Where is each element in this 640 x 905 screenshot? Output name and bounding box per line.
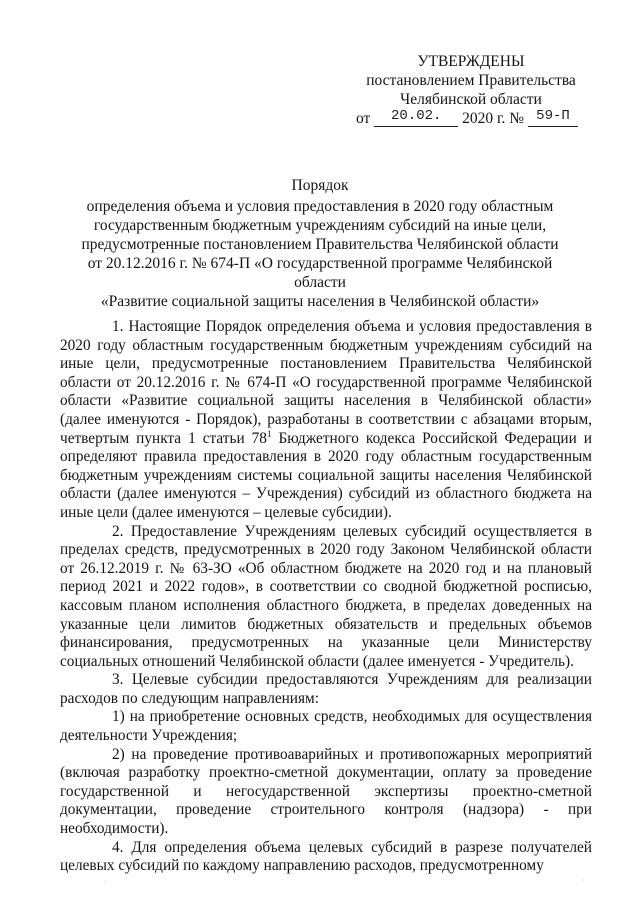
approval-date-handwritten: 20.02. (390, 108, 442, 124)
scan-speck: · (104, 878, 107, 887)
paragraph-3: 3. Целевые субсидии предоставляются Учреждениям для реализации расходов по следующим направлениям: (60, 671, 592, 707)
paragraph-1 (60, 318, 592, 523)
approval-line-2: Челябинской области (400, 91, 542, 108)
approval-stamp (356, 52, 586, 128)
paragraph-1-part-b: Бюджетного кодекса Российской Федерации и определяют правила предоставления в 2020 году областным государственным бюджетным учреждениям системы социальной защиты населения Челябинской области (далее именуются – Учреждения) субсидий из областного бюджета на иные цели (далее именуются – целевые субсидии). (60, 429, 592, 521)
approval-line-1: постановлением Правительства (366, 72, 576, 89)
superscript: 1 (266, 428, 272, 439)
approval-number-field (528, 109, 578, 127)
title-line-3: предусмотренные постановлением Правительства Челябинской области (81, 236, 559, 253)
approval-heading: УТВЕРЖДЕНЫ (417, 53, 525, 70)
approval-number-handwritten: 59-П (536, 108, 570, 124)
approval-date-field (374, 109, 458, 127)
approval-date-line (356, 109, 586, 128)
document-body (60, 318, 592, 876)
title-line-2: государственным бюджетным учреждениям субсидий на иные цели, (93, 217, 547, 234)
paragraph-1-part-a: 1. Настоящие Порядок определения объема и условия предоставления в 2020 году областным государственным бюджетным учреждениям субсидий на иные цели, предусмотренные постановлением Правительства Челябинской области от 20.12.2016 г. № 674-П «О государственной программе Челябинской области «Развитие социальной защиты населения в Челябинской области» (далее именуются - Порядок), разработаны в соответствии с абзацами вторым, четвертым пункта 1 статьи 78 (60, 318, 592, 447)
paragraph-3-item-1: 1) на приобретение основных средств, необходимых для осуществления деятельности Учреждения; (60, 708, 592, 745)
approval-year-text: 2020 г. № (462, 110, 525, 127)
title-line-1: определения объема и условия предоставления в 2020 году областным (86, 198, 554, 215)
scan-speck: · (582, 876, 585, 885)
paragraph-3-item-2: 2) на проведение противоаварийных и противопожарных мероприятий (включая разработку проектно-сметной документации, оплату за проведение государственной и негосударственной экспертизы проектно-сметной документации, проведение строительного контроля (надзора) - при необходимости). (60, 745, 592, 838)
approval-from-label: от (356, 110, 371, 127)
document-title (60, 176, 580, 311)
title-line-4: от 20.12.2016 г. № 674-П «О государственной программе Челябинской области (87, 255, 553, 291)
title-line-5: «Развитие социальной защиты населения в Челябинской области» (100, 293, 540, 310)
paragraph-4: 4. Для определения объема целевых субсидий в разрезе получателей целевых субсидий по каждому направлению расходов, предусмотренному (60, 838, 592, 875)
paragraph-2: 2. Предоставление Учреждениям целевых субсидий осуществляется в пределах средств, предусмотренных в 2020 году Законом Челябинской области от 26.12.2019 г. № 63-ЗО «Об областном бюджете на 2020 год и на плановый период 2021 и 2022 годов», в соответствии со сводной бюджетной росписью, кассовым планом исполнения областного бюджета, в пределах доведенных на указанные цели лимитов бюджетных обязательств и предельных объемов финансирования, предусмотренных на указанные цели Министерству социальных отношений Челябинской области (далее именуется - Учредитель). (60, 522, 592, 670)
title-heading: Порядок (291, 177, 349, 194)
